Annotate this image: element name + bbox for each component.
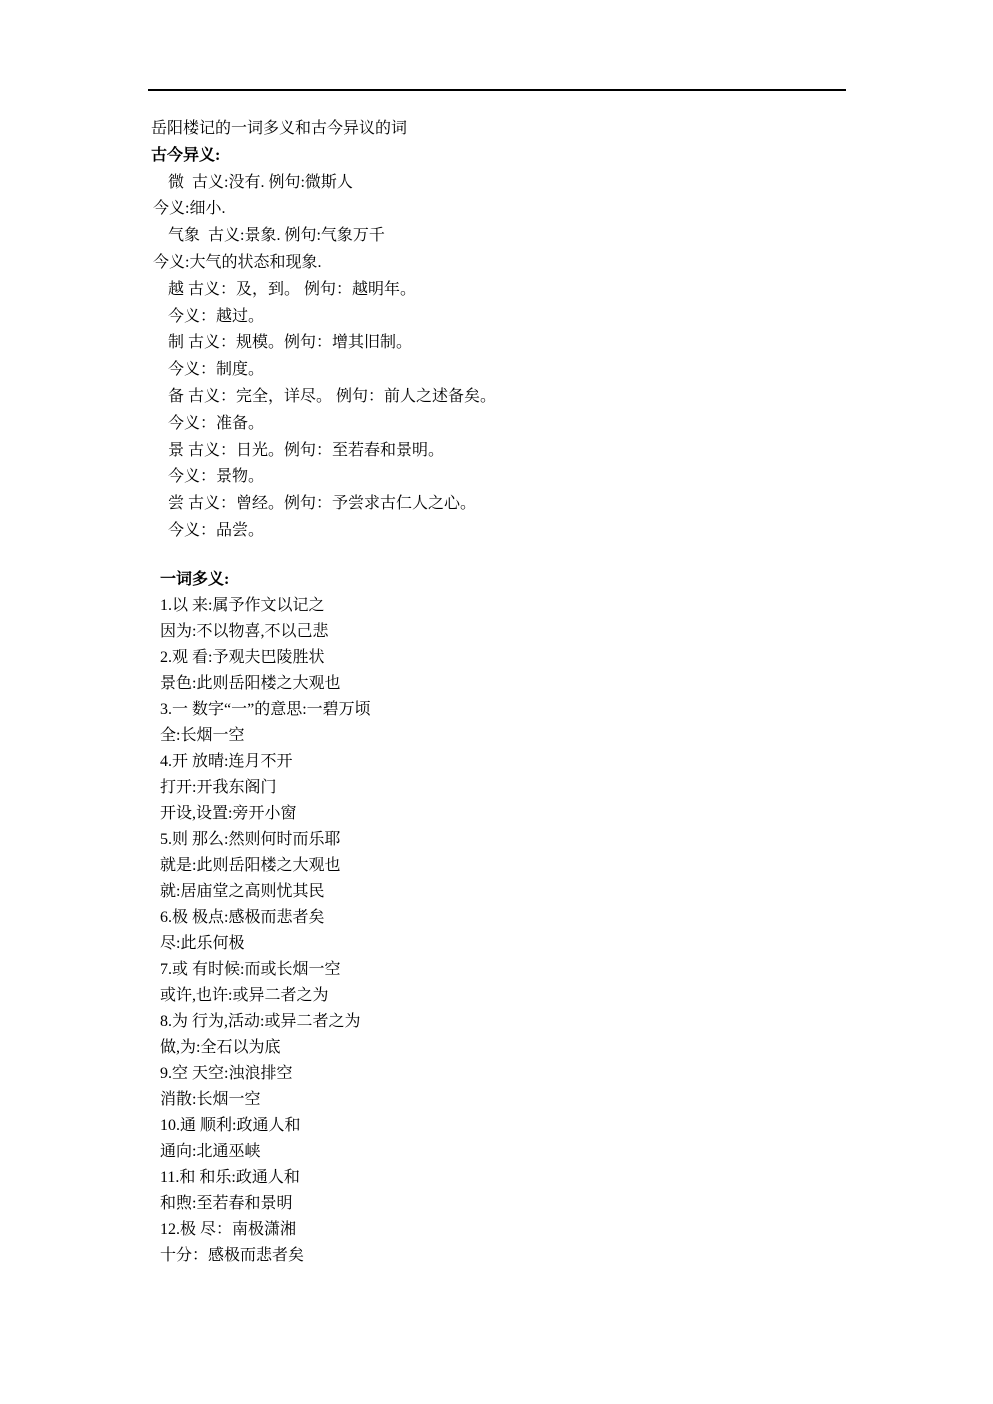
text-line: 制 古义：规模。例句：增其旧制。 (168, 334, 413, 352)
section-yi-ci-duo-yi (0, 567, 993, 1269)
text-line: 今义：制度。 (168, 361, 265, 379)
text-line: 做,为:全石以为底 (160, 1039, 281, 1056)
text-line: 打开:开我东阁门 (160, 779, 277, 796)
header-rule (148, 89, 846, 91)
text-line: 消散:长烟一空 (160, 1091, 261, 1108)
text-line: 今义:细小. (153, 200, 226, 218)
text-line: 因为:不以物喜,不以己悲 (160, 623, 329, 640)
text-line: 开设,设置:旁开小窗 (160, 805, 297, 822)
section-heading-gujin: 古今异义: (151, 146, 221, 164)
text-line: 气象 古义:景象. 例句:气象万千 (168, 227, 385, 245)
text-line: 10.通 顺利:政通人和 (160, 1117, 301, 1134)
text-line: 全:长烟一空 (160, 727, 245, 744)
text-line: 6.极 极点:感极而悲者矣 (160, 909, 325, 926)
text-line: 11.和 和乐:政通人和 (160, 1169, 300, 1186)
text-line: 就:居庙堂之高则忧其民 (160, 883, 325, 900)
section-gu-jin-yi-yi (0, 116, 993, 545)
text-line: 3.一 数字“一”的意思:一碧万顷 (160, 701, 371, 718)
text-line: 12.极 尽：南极潇湘 (160, 1221, 297, 1238)
text-line: 今义：准备。 (168, 414, 265, 432)
section-lines-duoyi (0, 593, 993, 1269)
text-line: 或许,也许:或异二者之为 (160, 987, 329, 1004)
text-line: 就是:此则岳阳楼之大观也 (160, 857, 341, 874)
text-line: 1.以 来:属予作文以记之 (160, 597, 325, 614)
section-heading-duoyi: 一词多义: (160, 571, 230, 588)
text-line: 7.或 有时候:而或长烟一空 (160, 961, 341, 978)
text-line: 今义:大气的状态和现象. (153, 253, 322, 271)
text-line: 今义：品尝。 (168, 521, 265, 539)
text-line: 今义：景物。 (168, 468, 265, 486)
text-line: 和煦:至若春和景明 (160, 1195, 293, 1212)
text-line: 越 古义：及，到。 例句：越明年。 (168, 280, 417, 298)
text-line: 十分：感极而悲者矣 (160, 1247, 305, 1264)
text-line: 5.则 那么:然则何时而乐耶 (160, 831, 341, 848)
document-title-text: 岳阳楼记的一词多义和古今异议的词 (151, 120, 408, 137)
text-line: 景 古义：日光。例句：至若春和景明。 (168, 441, 445, 459)
text-line: 尽:此乐何极 (160, 935, 245, 952)
section-lines-gujin (0, 170, 993, 545)
text-line: 景色:此则岳阳楼之大观也 (160, 675, 341, 692)
text-line: 微 古义:没有. 例句:微斯人 (168, 173, 353, 191)
document-title (151, 116, 993, 143)
text-line: 8.为 行为,活动:或异二者之为 (160, 1013, 361, 1030)
text-line: 4.开 放晴:连月不开 (160, 753, 293, 770)
text-line: 今义：越过。 (168, 307, 265, 325)
text-line: 2.观 看:予观夫巴陵胜状 (160, 649, 325, 666)
text-line: 备 古义：完全，详尽。 例句：前人之述备矣。 (168, 387, 497, 405)
text-line: 尝 古义：曾经。例句：予尝求古仁人之心。 (168, 495, 477, 513)
text-line: 通向:北通巫峡 (160, 1143, 261, 1160)
text-line: 9.空 天空:浊浪排空 (160, 1065, 293, 1082)
